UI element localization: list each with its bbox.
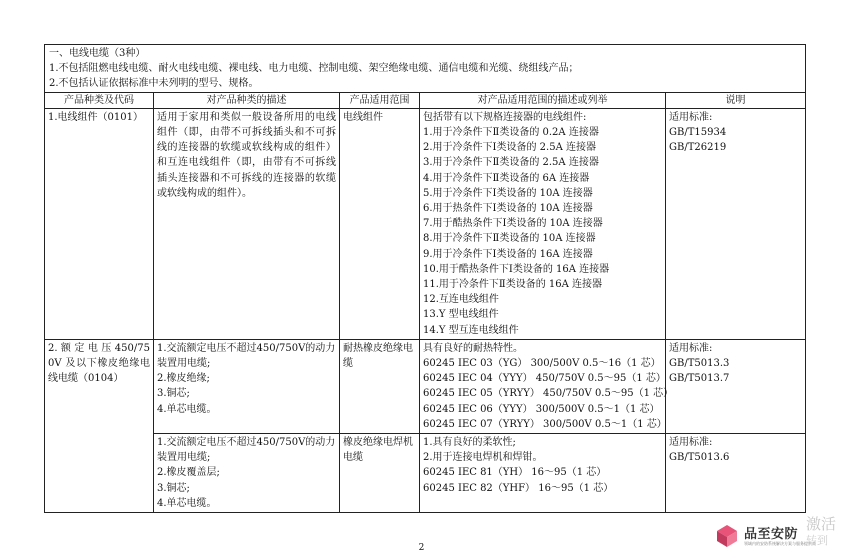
standard-label: 适用标准: [669,111,713,123]
list-item: 包括带有以下规格连接器的电线组件: [423,111,587,123]
list-item: 8.用于冷条件下Ⅱ类设备的 10A 连接器 [423,233,596,245]
intro-row [45,45,806,93]
brand-logo-icon [714,523,740,549]
scope-list [420,108,666,339]
document-page [44,44,805,513]
intro-cell [45,45,806,93]
standard-label: 适用标准: [669,342,713,354]
header-scope: 产品适用范围 [340,92,420,108]
description-line: 1.交流额定电压不超过450/750V的动力装置用电缆; [157,437,336,464]
notes-cell [666,339,806,433]
standard-label: 适用标准: [669,437,713,449]
watermark-subtext: 领域内的安防系统解决方案与服务提供商 [744,541,816,546]
product-catalog-table [44,44,806,513]
list-item: 5.用于冷条件下Ⅰ类设备的 10A 连接器 [423,187,593,199]
list-item: 60245 IEC 03（YG） 300/500V 0.5～16（1 芯） [423,358,661,370]
list-item: 10.用于酷热条件下Ⅰ类设备的 16A 连接器 [423,263,610,275]
product-scope: 电线组件 [340,108,420,339]
product-description: 适用于家用和类似一般设备所用的电线组件（即，由带不可拆线插头和不可拆线的连接器的软缆或软线构成的组件）和互连电线组件（即，由带有不可拆线插头连接器和不可拆线的连接器的软缆或软线构成的组件）。 [154,108,340,339]
description-line: 3.铜芯; [157,388,190,400]
table-row [45,434,806,513]
list-item: 60245 IEC 81（YH） 16～95（1 芯） [423,467,607,479]
scope-list [420,434,666,513]
header-row [45,92,806,108]
description-line: 4.单芯电缆。 [157,403,217,415]
product-scope: 橡皮绝缘电焊机电缆 [340,434,420,513]
list-item: 11.用于冷条件下Ⅱ类设备的 16A 连接器 [423,279,603,291]
product-description [154,339,340,433]
list-item: 60245 IEC 04（YYY） 450/750V 0.5～95（1 芯） [423,373,666,385]
activation-subnotice: 转到 [806,534,828,547]
table-row [45,108,806,339]
header-notes: 说明 [666,92,806,108]
list-item: 12.互连电线组件 [423,294,499,306]
list-item: 60245 IEC 07（YRYY） 300/500V 0.5～1（1 芯） [423,418,667,430]
header-description: 对产品种类的描述 [154,92,340,108]
standard-code: GB/T5013.6 [669,452,730,464]
list-item: 60245 IEC 06（YYY） 300/500V 0.5～1（1 芯） [423,403,660,415]
page-number: 2 [418,543,425,553]
standard-code: GB/T5013.3 [669,358,730,370]
list-item: 3.用于冷条件下Ⅱ类设备的 2.5A 连接器 [423,157,599,169]
list-item: 2.用于冷条件下Ⅰ类设备的 2.5A 连接器 [423,142,596,154]
list-item: 1.用于冷条件下Ⅱ类设备的 0.2A 连接器 [423,127,599,139]
section-heading: 一、电线电缆（3种） [49,48,146,59]
exclusion-note-1: 1.不包括阻燃电线电缆、耐火电线电缆、裸电线、电力电缆、控制电缆、架空绝缘电缆、通信电缆和光缆、绕组线产品； [49,63,579,75]
list-item: 13.Y 型电线组件 [423,309,499,321]
list-item: 9.用于冷条件下Ⅰ类设备的 16A 连接器 [423,248,593,260]
exclusion-note-2: 2.不包括认证依据标准中未列明的型号、规格。 [49,78,259,90]
list-item: 具有良好的耐热特性。 [423,342,523,354]
list-item: 2.用于连接电焊机和焊钳。 [423,452,543,464]
activation-notice: 激活 [806,515,837,533]
standard-code: GB/T26219 [669,142,727,154]
list-item: 1.具有良好的柔软性; [423,437,516,449]
description-line: 1.交流额定电压不超过450/750V的动力装置用电缆; [157,342,336,370]
notes-cell [666,434,806,513]
list-item: 7.用于酷热条件下Ⅰ类设备的 10A 连接器 [423,218,603,230]
header-code: 产品种类及代码 [45,92,154,108]
table-row [45,339,806,433]
scope-list [420,339,674,433]
standard-code: GB/T5013.7 [669,373,730,385]
list-item: 6.用于热条件下Ⅰ类设备的 10A 连接器 [423,203,593,215]
product-code: 1.电线组件（0101） [45,108,154,339]
description-line: 4.单芯电缆。 [157,497,217,509]
watermark-brand: 品至安防 [744,527,799,542]
list-item: 4.用于冷条件下Ⅱ类设备的 6A 连接器 [423,172,590,184]
description-line: 2.橡皮绝缘; [157,373,210,385]
header-scope-description: 对产品适用范围的描述或列举 [420,92,666,108]
watermark [714,515,843,553]
list-item: 14.Y 型互连电线组件 [423,324,519,336]
list-item: 60245 IEC 05（YRYY） 450/750V 0.5～95（1 芯） [423,388,674,400]
description-line: 3.铜芯; [157,482,190,494]
product-scope: 耐热橡皮绝缘电缆 [340,339,420,433]
product-description [154,434,340,513]
list-item: 60245 IEC 82（YHF） 16～95（1 芯） [423,482,614,494]
standard-code: GB/T15934 [669,127,727,139]
notes-cell [666,108,806,339]
product-code: 2. 额 定 电 压 450/750V 及以下橡皮绝缘电线电缆（0104） [45,339,154,512]
description-line: 2.橡皮覆盖层; [157,467,220,479]
